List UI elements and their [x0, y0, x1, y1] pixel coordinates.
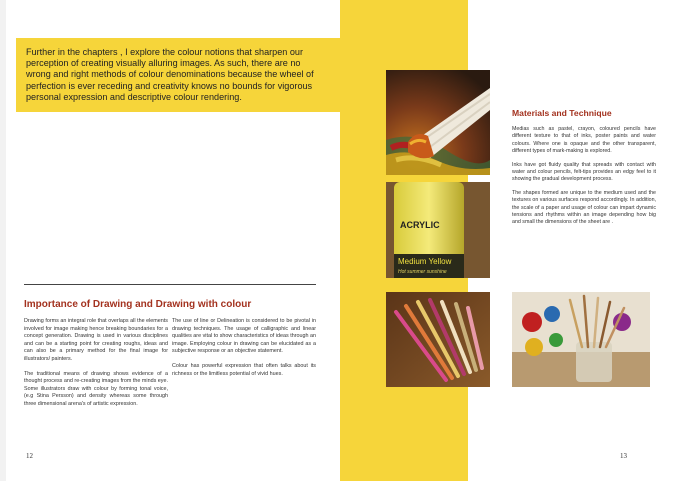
left-column-1 [24, 318, 168, 416]
paragraph: The use of line or Delineation is considered to be pivotal in drawing techniques. The usage of calligraphic and linear qualities are vital to show characteristics of ideas through an image. Employing colour in drawing can be elucidated as a subjective response or an objective statement. [172, 318, 316, 355]
materials-text [512, 126, 656, 233]
paragraph: Drawing forms an integral role that overlaps all the elements involved for image making hence breaking boundaries for a concept generation. Drawing is used in various disciplines and can be a starting point for creating roughs, ideas and can also be a primary method for the final image for illustrators/ painters. [24, 318, 168, 362]
paragraph: The traditional means of drawing shows evidence of a thought process and re-creating images from the minds eye. Some illustrators draw with colour by forming tonal voice, (e.g Stina Persson) and density whereas some through three dimensional arena's of artistic expression. [24, 370, 168, 407]
section-divider [24, 284, 316, 285]
tube-color-name: Medium Yellow [398, 257, 452, 266]
paragraph: The shapes formed are unique to the medium used and the textures on various surfaces respond accordingly. In addition, the scale of a paper and usage of colour can impart dynamic tensions and rhythms within an image depending how big and small the dimensions of the sheet are . [512, 190, 656, 226]
paragraph: Inks have got fluidy quality that spreads with contact with water and colour pencils, felt-tips provides an edgy feel to it showing the gradual development process. [512, 161, 656, 183]
drawing-section-heading: Importance of Drawing and Drawing with colour [24, 299, 252, 310]
page-edge-shadow [0, 0, 6, 481]
paragraph: Medias such as pastel, crayon, coloured pencils have different texture to that of inks, poster paints and water colours. Where one is opaque and the other transparent, different types of mark-making is explored. [512, 126, 656, 154]
page-number-left: 12 [26, 452, 33, 460]
tube-brand-label: ACRYLIC [400, 220, 440, 230]
page-number-right: 13 [620, 452, 627, 460]
paintbrush-photo [386, 70, 490, 175]
coloured-pencils-photo [386, 292, 490, 387]
paragraph: Colour has powerful expression that often talks about its richness or the limitless potential of vivid hues. [172, 362, 316, 377]
acrylic-tube-photo [386, 182, 490, 278]
tube-subtitle: Hot summer sunshine [398, 269, 447, 275]
brushes-jar-photo [512, 292, 650, 387]
intro-text: Further in the chapters , I explore the colour notions that sharpen our perception of creating visually alluring images. As such, there are no wrong and right methods of colour denominations because the wheel of perfection is ever receding and creativity knows no bounds for vigorous personal expression and descriptive colour rendering. [26, 47, 314, 102]
materials-heading: Materials and Technique [512, 108, 612, 118]
left-column-2 [172, 318, 316, 385]
